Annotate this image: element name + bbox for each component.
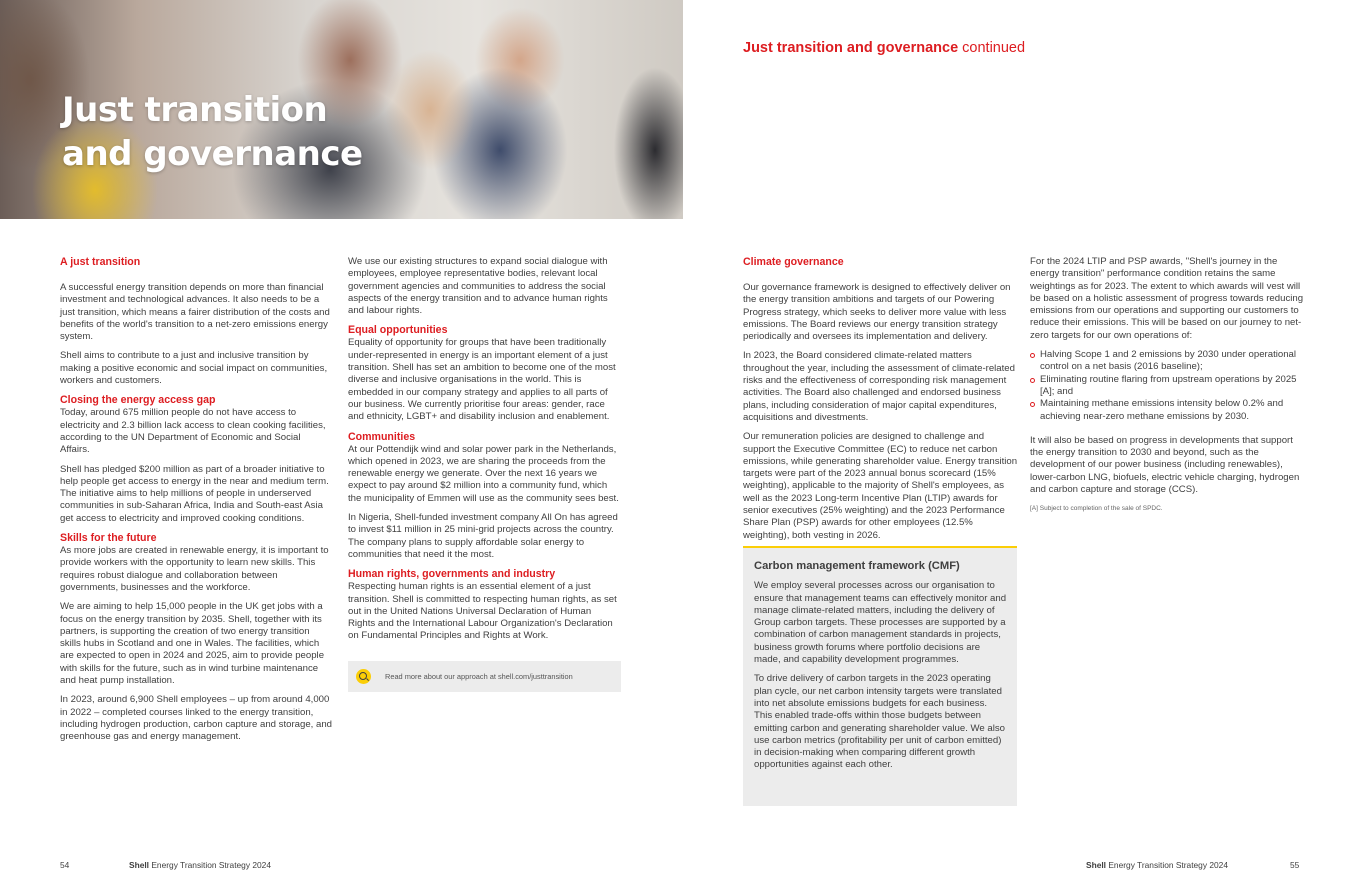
paragraph: A successful energy transition depends on more than financial investment and technological advances. It also needs to be a just transition, which means a fairer distribution of the costs and benefits of the world's transition to a net-zero emissions energy system. bbox=[60, 282, 330, 343]
paragraph: At our Pottendijk wind and solar power park in the Netherlands, which opened in 2023, we are sharing the proceeds from the renewable energy we generate. Over the next 16 years we expect to pay around $2 million into a community fund, which the municipality of Emmen will use as the community sees best. bbox=[348, 443, 619, 504]
paragraph: Shell aims to contribute to a just and inclusive transition by making a positive economic and social impact on communities, workers and customers. bbox=[60, 350, 328, 387]
page-number-right: 55 bbox=[1290, 860, 1300, 870]
paragraph: We employ several processes across our organisation to ensure that management teams can effectively monitor and manage climate-related matters, including the delivery of Group carbon targets. These processes are supported by a combination of carbon management standards in projects, business growth forums where portfolio decisions are made, and capability development programmes. bbox=[754, 580, 1007, 666]
footer-brand-right: Shell Energy Transition Strategy 2024 bbox=[1086, 860, 1228, 870]
list-item: Eliminating routine flaring from upstream operations by 2025 [A]; and bbox=[1030, 374, 1305, 399]
read-more-text: Read more about our approach at shell.com/justtransition bbox=[385, 672, 573, 681]
paragraph: As more jobs are created in renewable energy, it is important to provide workers with the opportunity to learn new skills. This requires robust dialogue and collaboration between governments, businesses and the workforce. bbox=[60, 545, 329, 593]
column-climate-governance bbox=[743, 256, 1018, 549]
paragraph: We use our existing structures to expand social dialogue with employees, employee representative bodies, relevant local government agencies and communities to address the social aspects of the energy transition and to advance human rights and labour rights. bbox=[348, 256, 608, 317]
subheading-skills: Skills for the future bbox=[60, 532, 157, 545]
paragraph: In Nigeria, Shell-funded investment company All On has agreed to invest $11 million in 25 mini-grid projects across the country. The company plans to supply affordable solar energy to communities that need it the most. bbox=[348, 512, 618, 560]
footnote: [A] Subject to completion of the sale of SPDC. bbox=[1030, 505, 1163, 513]
paragraph: It will also be based on progress in developments that support the energy transition to 2030 and beyond, such as the development of our power business (including renewables), lower-carbon LNG, biofuels, electric vehicle charging, hydrogen and carbon capture and storage (CCS). bbox=[1030, 434, 1300, 496]
read-more-link[interactable] bbox=[348, 661, 621, 692]
paragraph: We are aiming to help 15,000 people in the UK get jobs with a focus on the energy transition by 2035. Shell, together with its partners, is supporting the creation of two energy transition skills hubs in Scotland and one in Wales. The facilities, which are expected to open in 2024 and 2025, aim to provide people with skills for the future, such as in wind turbine maintenance and heat pump installation. bbox=[60, 601, 325, 687]
section-heading-just-transition: A just transition bbox=[60, 256, 141, 268]
page-title: Just transition and governance bbox=[62, 90, 363, 174]
continued-heading: Just transition and governance continued bbox=[743, 40, 1026, 56]
column-just-transition bbox=[60, 256, 332, 751]
list-item: Halving Scope 1 and 2 emissions by 2030 under operational control on a net basis (2016 baseline); bbox=[1030, 349, 1305, 374]
targets-list bbox=[1030, 349, 1305, 423]
paragraph: For the 2024 LTIP and PSP awards, "Shell's journey in the energy transition" performance condition retains the same weightings as for 2023. The extent to which awards will vest will be based on a holistic assessment of progress towards reducing emissions from our operations and supporting our customers to reduce their emissions. This will be based on our journey to net-zero targets for our own operations of: bbox=[1030, 256, 1304, 341]
subheading-human-rights: Human rights, governments and industry bbox=[348, 568, 556, 581]
paragraph: Equality of opportunity for groups that have been traditionally under-represented in energy is an important element of a just transition. Shell has set an ambition to become one of the most diverse and inclusive organisations in the world. This is embedded in our company strategy and applies to all parts of our business. We currently prioritise four areas: gender, race and ethnicity, LGBT+ and disability inclusion and enablement. bbox=[348, 337, 616, 423]
paragraph: In 2023, the Board considered climate-related matters throughout the year, including the assessment of climate-related risks and the effectiveness of corresponding risk management activities. The Board also challenged and endorsed business plans, including consideration of major capital expenditures, acquisitions and divestments. bbox=[743, 350, 1015, 423]
subheading-energy-access: Closing the energy access gap bbox=[60, 394, 216, 407]
list-item: Maintaining methane emissions intensity below 0.2% and achieving near-zero methane emissions by 2030. bbox=[1030, 398, 1305, 423]
paragraph: Shell has pledged $200 million as part of a broader initiative to help people get access to energy in the near and medium term. The initiative aims to help millions of people in underserved communities in sub-Saharan Africa, India and South-east Asia get access to electricity and improved cooking conditions. bbox=[60, 463, 329, 524]
cmf-title: Carbon management framework (CMF) bbox=[754, 560, 960, 572]
paragraph: Our governance framework is designed to effectively deliver on the energy transition ambitions and targets of our Powering Progress strategy, which seeks to deliver more value with less emissions. The Board reviews our energy transition strategy periodically and oversees its implementation and delivery. bbox=[743, 282, 1011, 343]
paragraph: Our remuneration policies are designed to challenge and support the Executive Committee (EC) to reduce net carbon emissions, while generating shareholder value. Energy transition targets were part of the 2023 annual bonus scorecard (15% weighting), applicable to the majority of Shell's employees, as well as the 2023 Long-term Incentive Plan (LTIP) awards for senior executives (25% weighting) and the 2023 Performance Share Plan (PSP) awards for other employees (12.5% weighting), both vesting in 2026. bbox=[743, 431, 1018, 541]
cmf-box bbox=[743, 546, 1017, 806]
search-icon bbox=[356, 669, 371, 684]
paragraph: Respecting human rights is an essential element of a just transition. Shell is committed to respecting human rights, as set out in the United Nations Universal Declaration of Human Rights and the International Labour Organization's Declaration on Fundamental Principles and Rights at Work. bbox=[348, 581, 617, 642]
subheading-communities: Communities bbox=[348, 430, 416, 443]
paragraph: Today, around 675 million people do not have access to electricity and 2.3 billion lack access to clean cooking facilities, according to the UN Department of Economic and Social Affairs. bbox=[60, 407, 326, 456]
page-number-left: 54 bbox=[60, 860, 70, 870]
paragraph: To drive delivery of carbon targets in the 2023 operating plan cycle, our net carbon intensity targets were translated into net absolute emissions budgets for each business. This enabled trade-offs within those budgets between emitting carbon and generating shareholder value. We also use carbon metrics (profitability per unit of carbon emitted) in decision-making when comparing different growth opportunities against each other. bbox=[754, 673, 1006, 771]
column-awards bbox=[1030, 256, 1305, 516]
section-heading-climate-governance: Climate governance bbox=[743, 256, 844, 268]
footer-brand-left: Shell Energy Transition Strategy 2024 bbox=[129, 860, 271, 870]
subheading-equal-opportunities: Equal opportunities bbox=[348, 324, 448, 337]
hero-photo bbox=[0, 0, 683, 219]
paragraph: In 2023, around 6,900 Shell employees – up from around 4,000 in 2022 – completed courses linked to the energy transition, including hydrogen production, carbon capture and storage, and greenhouse gas and energy management. bbox=[60, 694, 333, 743]
column-social bbox=[348, 256, 620, 650]
